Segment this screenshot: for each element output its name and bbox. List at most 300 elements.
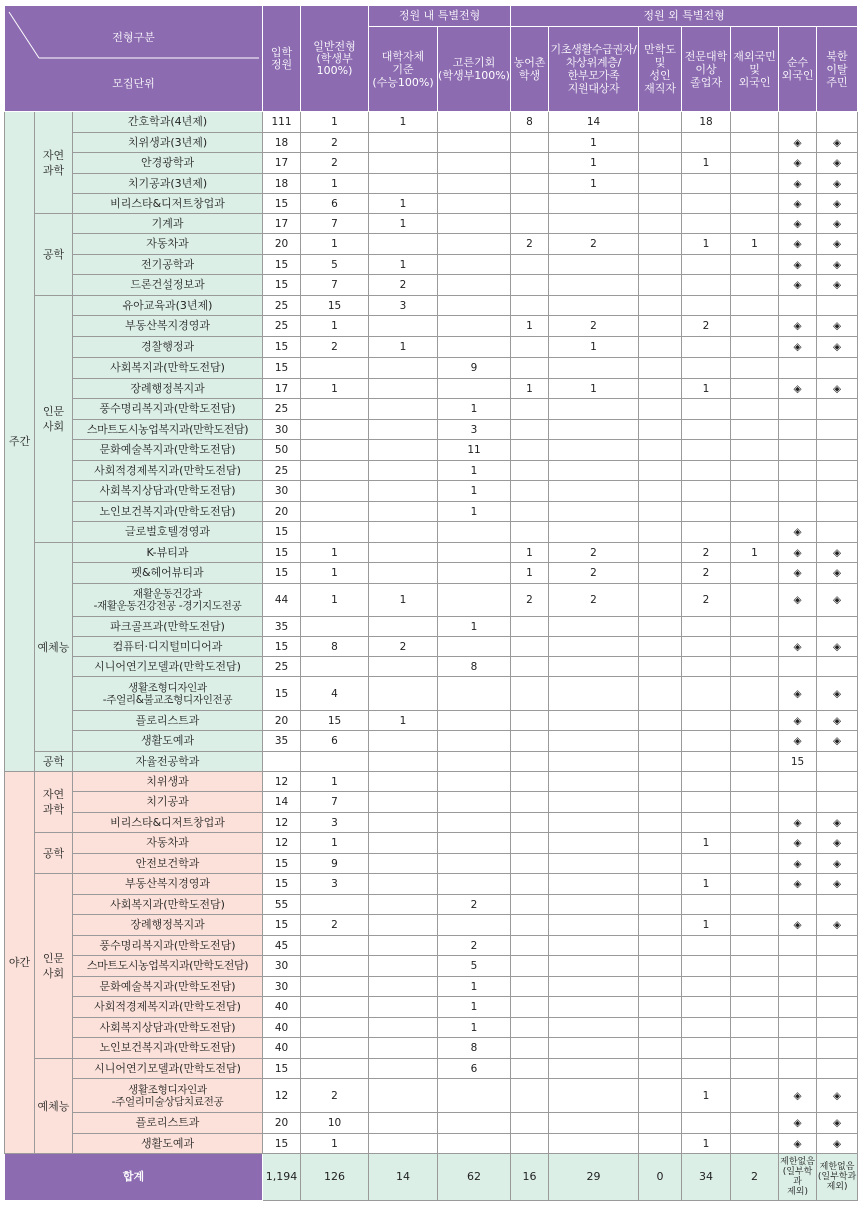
eligible-mark: ◈ xyxy=(779,874,817,895)
quota-cell xyxy=(369,379,438,399)
eligible-mark: ◈ xyxy=(779,255,817,275)
department-name: 치위생과(3년제) xyxy=(73,133,263,153)
department-name: 사회복지상담과(만학도전담) xyxy=(73,481,263,502)
total-label: 합계 xyxy=(5,1154,263,1201)
quota-cell xyxy=(639,1018,682,1038)
quota-cell: 3 xyxy=(369,296,438,316)
department-name: 사회복지과(만학도전담) xyxy=(73,358,263,379)
quota-cell xyxy=(549,677,639,711)
department-name: 치기공과 xyxy=(73,792,263,813)
quota-cell: 1 xyxy=(438,461,511,481)
total-value: 2 xyxy=(731,1154,779,1201)
quota-cell xyxy=(639,420,682,440)
eligible-mark: ◈ xyxy=(817,214,858,234)
quota-cell: 1 xyxy=(438,1018,511,1038)
quota-cell: 40 xyxy=(263,1038,301,1059)
quota-cell xyxy=(511,337,549,358)
quota-cell xyxy=(511,1038,549,1059)
eligible-mark: ◈ xyxy=(779,854,817,874)
table-row xyxy=(5,461,858,481)
department-name: 사회적경제복지과(만학도전담) xyxy=(73,461,263,481)
quota-cell: 6 xyxy=(301,194,369,214)
quota-cell xyxy=(511,956,549,977)
quota-cell xyxy=(731,316,779,337)
quota-cell: 7 xyxy=(301,275,369,296)
quota-cell: 1 xyxy=(511,316,549,337)
quota-cell xyxy=(301,1018,369,1038)
quota-cell xyxy=(369,752,438,772)
quota-cell xyxy=(549,772,639,792)
quota-cell xyxy=(731,461,779,481)
quota-cell xyxy=(731,997,779,1018)
total-value: 16 xyxy=(511,1154,549,1201)
quota-cell xyxy=(817,772,858,792)
quota-cell xyxy=(549,522,639,543)
quota-cell: 2 xyxy=(682,584,731,617)
eligible-mark: ◈ xyxy=(817,731,858,752)
quota-cell xyxy=(731,956,779,977)
quota-cell xyxy=(549,956,639,977)
quota-cell xyxy=(549,481,639,502)
quota-cell: 1 xyxy=(438,617,511,637)
quota-cell xyxy=(511,731,549,752)
header-quota: 입학 정원 xyxy=(263,6,301,112)
quota-cell: 2 xyxy=(682,563,731,584)
quota-cell xyxy=(369,915,438,936)
quota-cell xyxy=(779,617,817,637)
quota-cell xyxy=(682,772,731,792)
table-row xyxy=(5,657,858,677)
quota-cell xyxy=(731,915,779,936)
quota-cell xyxy=(369,813,438,833)
quota-cell: 2 xyxy=(301,153,369,174)
quota-cell xyxy=(549,617,639,637)
quota-cell xyxy=(511,1113,549,1134)
quota-cell xyxy=(438,772,511,792)
quota-cell xyxy=(511,440,549,461)
quota-cell: 1 xyxy=(369,112,438,133)
quota-cell xyxy=(779,792,817,813)
quota-cell xyxy=(731,379,779,399)
quota-cell: 1 xyxy=(301,543,369,563)
quota-cell xyxy=(301,461,369,481)
table-row xyxy=(5,584,858,617)
quota-cell: 1 xyxy=(438,481,511,502)
quota-cell: 2 xyxy=(369,275,438,296)
quota-cell xyxy=(549,502,639,522)
quota-cell xyxy=(682,792,731,813)
table-row xyxy=(5,275,858,296)
quota-cell xyxy=(731,833,779,854)
quota-cell xyxy=(779,997,817,1018)
quota-cell: 1 xyxy=(301,563,369,584)
quota-cell xyxy=(731,772,779,792)
quota-cell xyxy=(639,316,682,337)
quota-cell xyxy=(639,543,682,563)
header-in-col-1: 고른기회 (학생부100%) xyxy=(438,27,511,112)
admission-quota-table xyxy=(4,5,858,1201)
quota-cell xyxy=(438,833,511,854)
quota-cell xyxy=(731,895,779,915)
table-row xyxy=(5,1059,858,1079)
quota-cell xyxy=(549,399,639,420)
department-name: 치위생과 xyxy=(73,772,263,792)
quota-cell xyxy=(549,275,639,296)
quota-cell xyxy=(731,657,779,677)
table-row xyxy=(5,617,858,637)
quota-cell xyxy=(438,174,511,194)
quota-cell xyxy=(639,522,682,543)
quota-cell: 20 xyxy=(263,234,301,255)
quota-cell xyxy=(682,255,731,275)
department-name: K-뷰티과 xyxy=(73,543,263,563)
quota-cell xyxy=(511,1018,549,1038)
quota-cell xyxy=(438,379,511,399)
table-row xyxy=(5,1113,858,1134)
quota-cell: 2 xyxy=(438,936,511,956)
total-value: 0 xyxy=(639,1154,682,1201)
eligible-mark: ◈ xyxy=(817,637,858,657)
quota-cell xyxy=(301,358,369,379)
quota-cell xyxy=(549,1038,639,1059)
field-label: 자연 과학 xyxy=(35,772,73,833)
quota-cell: 2 xyxy=(301,337,369,358)
quota-cell: 3 xyxy=(301,874,369,895)
quota-cell: 20 xyxy=(263,711,301,731)
table-footer xyxy=(5,1154,858,1201)
eligible-mark: ◈ xyxy=(779,379,817,399)
quota-cell xyxy=(369,399,438,420)
quota-cell: 9 xyxy=(301,854,369,874)
quota-cell xyxy=(511,895,549,915)
quota-cell xyxy=(301,420,369,440)
quota-cell: 2 xyxy=(682,316,731,337)
quota-cell xyxy=(369,563,438,584)
quota-cell xyxy=(511,502,549,522)
shift-label: 주간 xyxy=(5,112,35,772)
quota-cell xyxy=(511,255,549,275)
quota-cell xyxy=(682,813,731,833)
quota-cell xyxy=(511,358,549,379)
department-name: 간호학과(4년제) xyxy=(73,112,263,133)
quota-cell xyxy=(639,133,682,153)
quota-cell xyxy=(817,358,858,379)
eligible-mark: ◈ xyxy=(817,234,858,255)
quota-cell xyxy=(511,792,549,813)
quota-cell xyxy=(731,752,779,772)
quota-cell: 1 xyxy=(511,543,549,563)
quota-cell xyxy=(549,255,639,275)
table-row xyxy=(5,481,858,502)
table-row xyxy=(5,563,858,584)
quota-cell xyxy=(682,711,731,731)
table-row xyxy=(5,874,858,895)
quota-cell xyxy=(682,1018,731,1038)
quota-cell: 15 xyxy=(301,296,369,316)
quota-cell xyxy=(549,752,639,772)
quota-cell xyxy=(438,112,511,133)
quota-cell xyxy=(549,440,639,461)
eligible-mark: ◈ xyxy=(779,731,817,752)
quota-cell: 1 xyxy=(682,915,731,936)
eligible-mark: ◈ xyxy=(779,915,817,936)
department-name: 컴퓨터·디지털미디어과 xyxy=(73,637,263,657)
table-row xyxy=(5,711,858,731)
quota-cell xyxy=(817,977,858,997)
department-name: 스마트도시농업복지과(만학도전담) xyxy=(73,956,263,977)
quota-cell: 1 xyxy=(301,112,369,133)
quota-cell: 17 xyxy=(263,153,301,174)
department-name: 사회적경제복지과(만학도전담) xyxy=(73,997,263,1018)
quota-cell xyxy=(731,112,779,133)
quota-cell xyxy=(639,440,682,461)
quota-cell xyxy=(639,461,682,481)
quota-cell xyxy=(682,977,731,997)
header-out-quota-group: 정원 외 특별전형 xyxy=(511,6,858,27)
quota-cell: 5 xyxy=(301,255,369,275)
quota-cell xyxy=(511,617,549,637)
quota-cell: 40 xyxy=(263,997,301,1018)
quota-cell: 2 xyxy=(301,1079,369,1113)
quota-cell xyxy=(731,133,779,153)
field-label: 공학 xyxy=(35,833,73,874)
department-name: 노인보건복지과(만학도전담) xyxy=(73,502,263,522)
quota-cell xyxy=(511,637,549,657)
field-label: 예체능 xyxy=(35,543,73,752)
quota-cell xyxy=(779,956,817,977)
eligible-mark: ◈ xyxy=(779,543,817,563)
table-row xyxy=(5,1018,858,1038)
quota-cell xyxy=(438,337,511,358)
quota-cell xyxy=(731,399,779,420)
eligible-mark: ◈ xyxy=(779,677,817,711)
table-row xyxy=(5,936,858,956)
quota-cell: 15 xyxy=(263,854,301,874)
quota-cell xyxy=(438,522,511,543)
quota-cell xyxy=(731,977,779,997)
quota-cell: 1 xyxy=(369,214,438,234)
table-row xyxy=(5,214,858,234)
quota-cell xyxy=(779,399,817,420)
department-name: 기계과 xyxy=(73,214,263,234)
quota-cell xyxy=(511,772,549,792)
department-name: 드론건설정보과 xyxy=(73,275,263,296)
eligible-mark: ◈ xyxy=(817,316,858,337)
quota-cell xyxy=(639,915,682,936)
eligible-mark: ◈ xyxy=(779,833,817,854)
quota-cell: 17 xyxy=(263,379,301,399)
quota-cell: 15 xyxy=(263,543,301,563)
quota-cell: 1 xyxy=(301,1134,369,1154)
quota-cell: 30 xyxy=(263,977,301,997)
quota-cell xyxy=(639,617,682,637)
quota-cell xyxy=(549,895,639,915)
quota-cell: 11 xyxy=(438,440,511,461)
quota-cell xyxy=(731,1038,779,1059)
department-name: 생활조형디자인과 -주얼리&불교조형디자인전공 xyxy=(73,677,263,711)
quota-cell xyxy=(682,481,731,502)
quota-cell xyxy=(731,854,779,874)
quota-cell xyxy=(369,316,438,337)
quota-cell: 1 xyxy=(301,833,369,854)
total-value: 14 xyxy=(369,1154,438,1201)
quota-cell xyxy=(639,895,682,915)
quota-cell xyxy=(731,677,779,711)
quota-cell xyxy=(817,657,858,677)
quota-cell: 2 xyxy=(511,234,549,255)
quota-cell xyxy=(369,461,438,481)
quota-cell xyxy=(639,234,682,255)
header-in-quota-group: 정원 내 특별전형 xyxy=(369,6,511,27)
quota-cell: 25 xyxy=(263,296,301,316)
quota-cell xyxy=(817,296,858,316)
department-name: 비리스타&디저트창업과 xyxy=(73,813,263,833)
department-name: 파크골프과(만학도전담) xyxy=(73,617,263,637)
quota-cell xyxy=(731,214,779,234)
quota-cell xyxy=(369,977,438,997)
quota-cell xyxy=(511,194,549,214)
quota-cell xyxy=(682,420,731,440)
quota-cell: 12 xyxy=(263,772,301,792)
field-label: 공학 xyxy=(35,214,73,296)
department-name: 안전보건학과 xyxy=(73,854,263,874)
eligible-mark: ◈ xyxy=(817,133,858,153)
quota-cell xyxy=(639,854,682,874)
quota-cell xyxy=(731,255,779,275)
header-out-col-6: 북한 이탈 주민 xyxy=(817,27,858,112)
quota-cell xyxy=(369,358,438,379)
quota-cell xyxy=(438,234,511,255)
quota-cell: 1 xyxy=(511,379,549,399)
quota-cell xyxy=(639,772,682,792)
quota-cell: 8 xyxy=(438,657,511,677)
quota-cell xyxy=(639,399,682,420)
quota-cell: 35 xyxy=(263,617,301,637)
quota-cell xyxy=(438,133,511,153)
department-name: 사회복지상담과(만학도전담) xyxy=(73,1018,263,1038)
quota-cell xyxy=(511,1059,549,1079)
quota-cell xyxy=(817,461,858,481)
header-unit-label: 모집단위 xyxy=(112,77,155,90)
table-row xyxy=(5,379,858,399)
quota-cell: 2 xyxy=(549,316,639,337)
quota-cell xyxy=(549,1113,639,1134)
quota-cell xyxy=(369,1113,438,1134)
quota-cell xyxy=(639,358,682,379)
quota-cell xyxy=(817,936,858,956)
department-name: 문화예술복지과(만학도전담) xyxy=(73,977,263,997)
quota-cell: 55 xyxy=(263,895,301,915)
quota-cell: 6 xyxy=(301,731,369,752)
quota-cell xyxy=(549,657,639,677)
quota-cell xyxy=(779,1038,817,1059)
quota-cell: 12 xyxy=(263,833,301,854)
quota-cell xyxy=(549,1134,639,1154)
eligible-mark: ◈ xyxy=(817,153,858,174)
quota-cell xyxy=(511,854,549,874)
quota-cell xyxy=(301,502,369,522)
total-value: 126 xyxy=(301,1154,369,1201)
quota-cell: 2 xyxy=(549,563,639,584)
quota-cell xyxy=(639,1079,682,1113)
quota-cell xyxy=(779,358,817,379)
department-name: 문화예술복지과(만학도전담) xyxy=(73,440,263,461)
quota-cell xyxy=(369,522,438,543)
table-row xyxy=(5,255,858,275)
quota-cell xyxy=(369,874,438,895)
quota-cell: 1 xyxy=(549,379,639,399)
quota-cell xyxy=(639,813,682,833)
quota-cell xyxy=(682,731,731,752)
quota-cell: 20 xyxy=(263,1113,301,1134)
quota-cell xyxy=(682,936,731,956)
quota-cell xyxy=(731,1018,779,1038)
quota-cell xyxy=(817,895,858,915)
eligible-mark: ◈ xyxy=(817,379,858,399)
quota-cell xyxy=(438,813,511,833)
quota-cell xyxy=(369,174,438,194)
quota-cell xyxy=(438,316,511,337)
header-out-col-1: 기초생활수급권자/ 차상위계층/ 한부모가족 지원대상자 xyxy=(549,27,639,112)
quota-cell xyxy=(549,977,639,997)
eligible-mark: ◈ xyxy=(779,584,817,617)
quota-cell xyxy=(369,234,438,255)
quota-cell xyxy=(682,1113,731,1134)
department-name: 자율전공학과 xyxy=(73,752,263,772)
department-name: 펫&헤어뷰티과 xyxy=(73,563,263,584)
field-label: 인문 사회 xyxy=(35,874,73,1059)
quota-cell xyxy=(817,792,858,813)
quota-cell xyxy=(438,296,511,316)
quota-cell: 1 xyxy=(301,772,369,792)
table-row xyxy=(5,833,858,854)
quota-cell xyxy=(682,657,731,677)
quota-cell xyxy=(438,792,511,813)
eligible-mark: ◈ xyxy=(817,874,858,895)
quota-cell xyxy=(682,337,731,358)
header-out-col-0: 농어촌 학생 xyxy=(511,27,549,112)
field-label: 공학 xyxy=(35,752,73,772)
quota-cell xyxy=(639,1134,682,1154)
quota-cell xyxy=(639,296,682,316)
table-row xyxy=(5,752,858,772)
quota-cell: 15 xyxy=(263,874,301,895)
eligible-mark: ◈ xyxy=(779,153,817,174)
quota-cell xyxy=(438,915,511,936)
quota-cell xyxy=(511,1079,549,1113)
quota-cell xyxy=(549,1059,639,1079)
quota-cell xyxy=(779,977,817,997)
eligible-mark: ◈ xyxy=(779,711,817,731)
eligible-mark: ◈ xyxy=(779,174,817,194)
quota-cell xyxy=(682,461,731,481)
quota-cell xyxy=(682,296,731,316)
quota-cell xyxy=(438,731,511,752)
quota-cell: 18 xyxy=(263,133,301,153)
quota-cell xyxy=(817,1059,858,1079)
total-value: 62 xyxy=(438,1154,511,1201)
quota-cell xyxy=(369,657,438,677)
quota-cell xyxy=(779,936,817,956)
department-name: 부동산복지경영과 xyxy=(73,874,263,895)
department-name: 풍수명리복지과(만학도전담) xyxy=(73,399,263,420)
total-value: 제한없음 (일부학과 제외) xyxy=(817,1154,858,1201)
department-name: 장례행정복지과 xyxy=(73,379,263,399)
quota-cell xyxy=(682,1059,731,1079)
quota-cell xyxy=(639,677,682,711)
quota-cell: 4 xyxy=(301,677,369,711)
quota-cell xyxy=(438,1113,511,1134)
